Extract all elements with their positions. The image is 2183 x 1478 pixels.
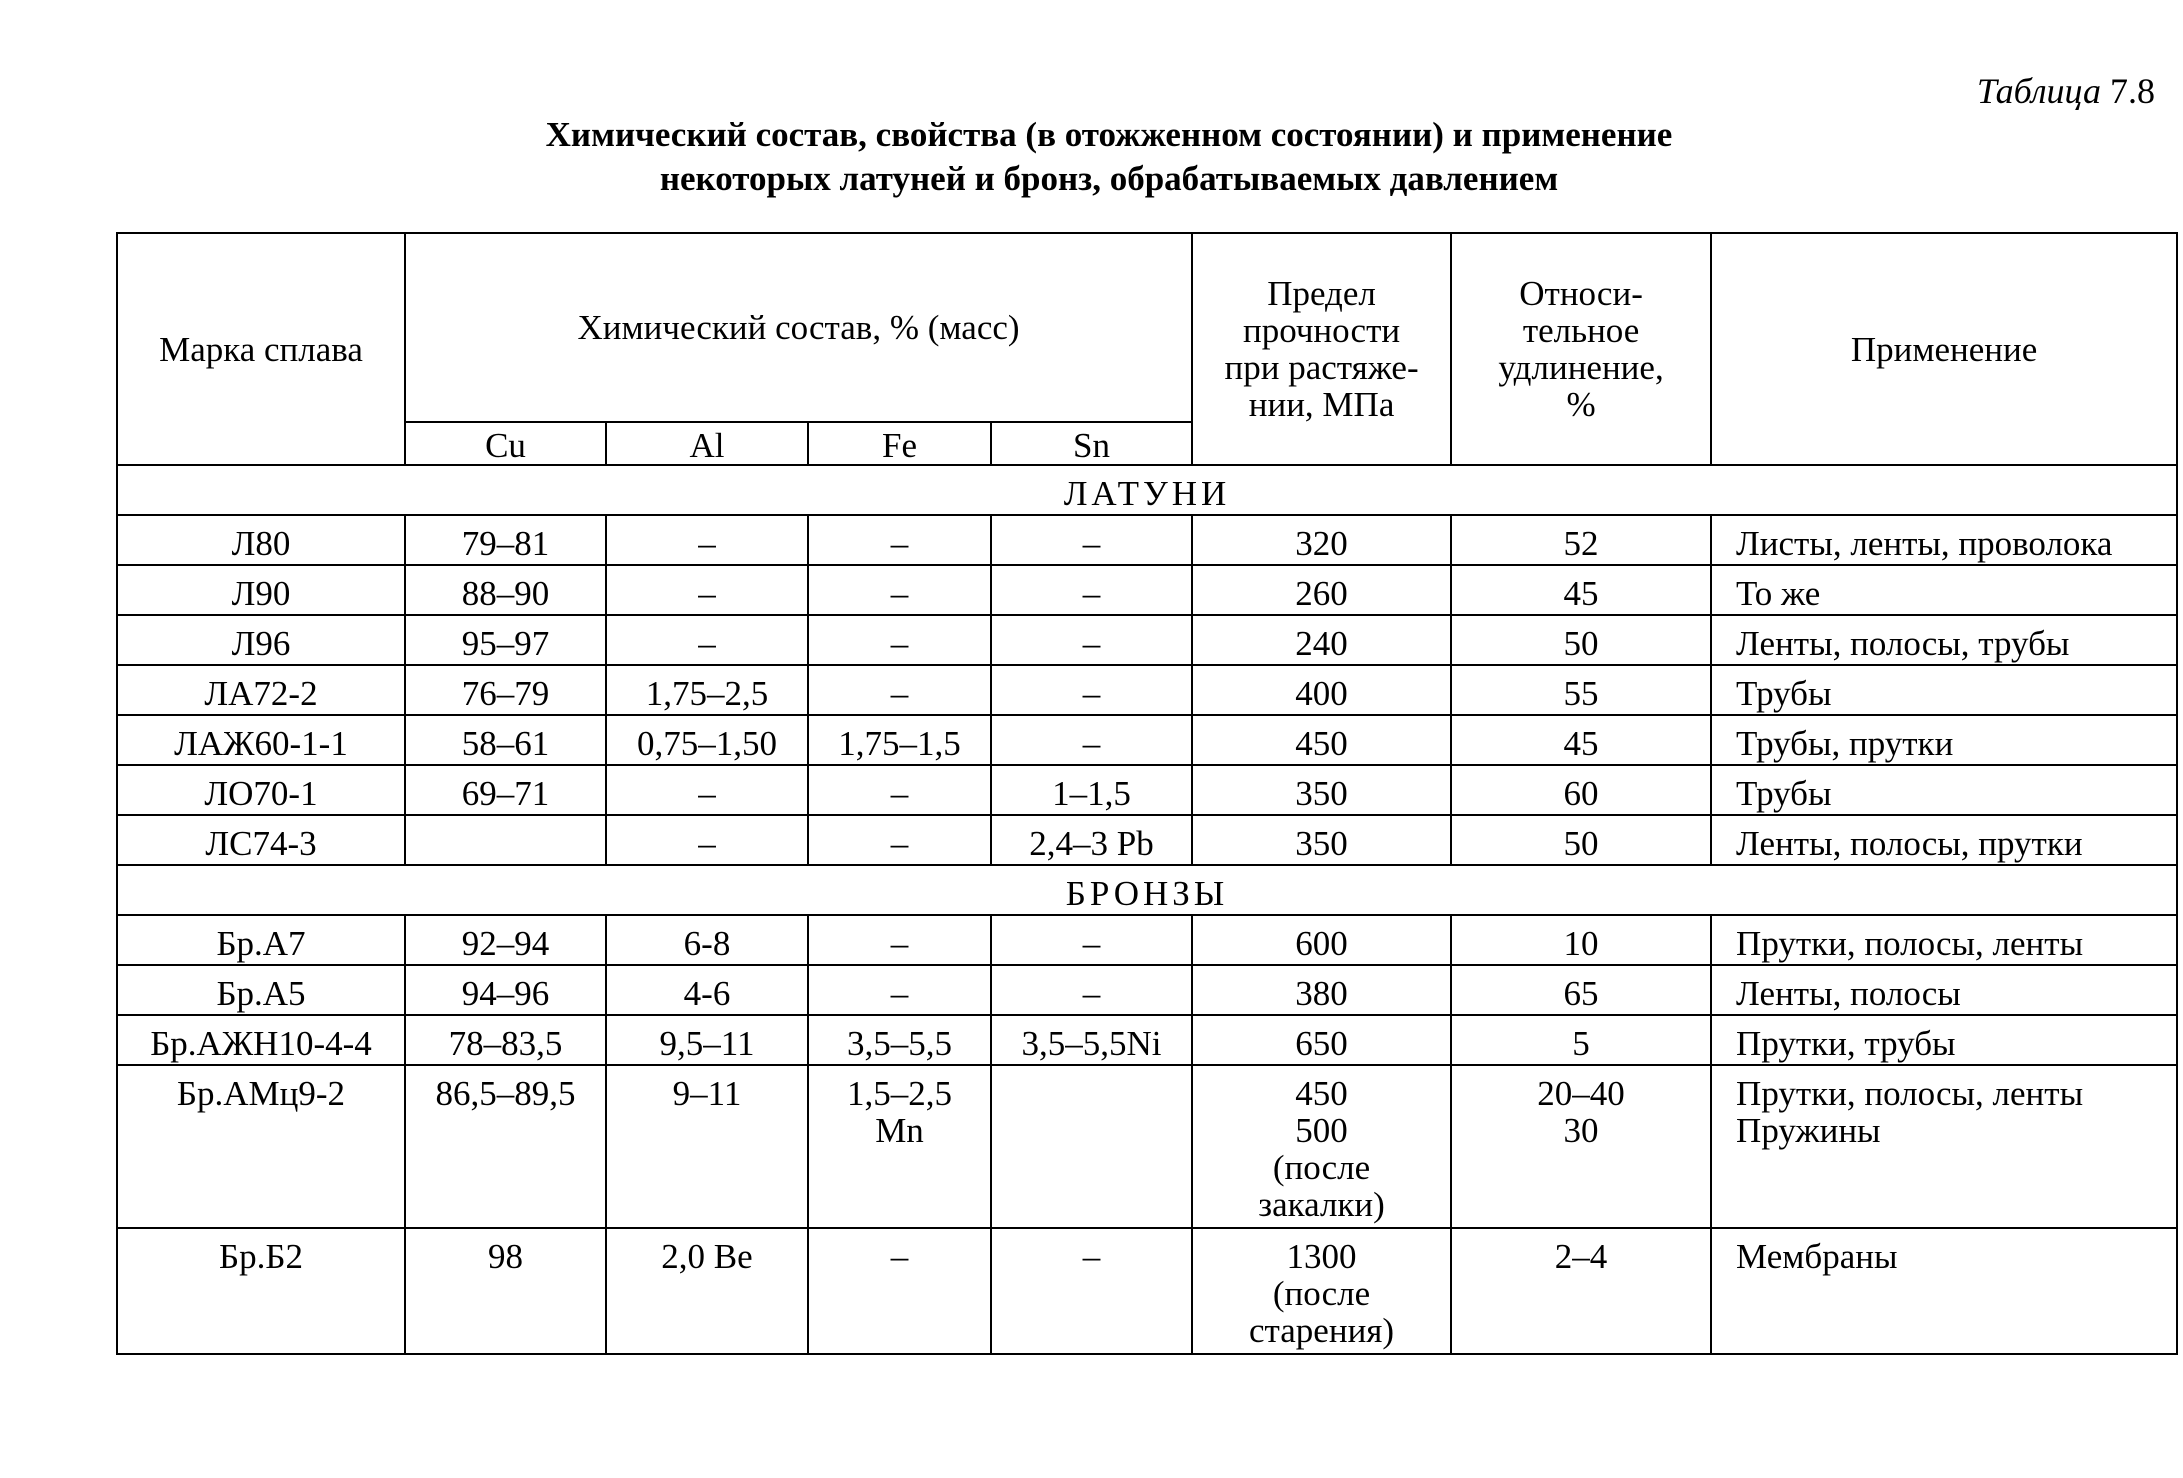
cell-elongation: 2–4 bbox=[1451, 1228, 1711, 1354]
cell-application: Трубы bbox=[1711, 665, 2177, 715]
cell-fe: – bbox=[808, 515, 991, 565]
cell-application: Ленты, полосы, прутки bbox=[1711, 815, 2177, 865]
cell-cu: 76–79 bbox=[405, 665, 606, 715]
cell-strength: 240 bbox=[1192, 615, 1451, 665]
cell-cu: 88–90 bbox=[405, 565, 606, 615]
cell-al: – bbox=[606, 515, 808, 565]
cell-sn: – bbox=[991, 965, 1192, 1015]
header-strength-line: нии, МПа bbox=[1248, 385, 1395, 424]
cell-application-line: Пружины bbox=[1736, 1111, 1881, 1150]
table-row bbox=[117, 715, 2177, 765]
cell-sn: 1–1,5 bbox=[991, 765, 1192, 815]
cell-sn: – bbox=[991, 1228, 1192, 1354]
cell-elongation: 10 bbox=[1451, 915, 1711, 965]
cell-grade: Бр.А5 bbox=[117, 965, 405, 1015]
cell-al: – bbox=[606, 615, 808, 665]
section-title-brass: ЛАТУНИ bbox=[117, 465, 2177, 515]
cell-sn bbox=[991, 1065, 1192, 1228]
cell-elongation: 5 bbox=[1451, 1015, 1711, 1065]
header-element-al: Al bbox=[606, 422, 808, 465]
table-row bbox=[117, 915, 2177, 965]
header-row-main bbox=[117, 233, 2177, 422]
cell-elongation: 60 bbox=[1451, 765, 1711, 815]
header-elongation-line: Относи- bbox=[1519, 274, 1643, 313]
header-elongation-line: тельное bbox=[1522, 311, 1640, 350]
cell-fe-line: Mn bbox=[875, 1111, 924, 1150]
cell-cu: 98 bbox=[405, 1228, 606, 1354]
cell-al: 9,5–11 bbox=[606, 1015, 808, 1065]
cell-application: Ленты, полосы, трубы bbox=[1711, 615, 2177, 665]
caption-line-2: некоторых латуней и бронз, обрабатываемых давлением bbox=[659, 159, 1559, 198]
cell-al: 0,75–1,50 bbox=[606, 715, 808, 765]
header-element-fe: Fe bbox=[808, 422, 991, 465]
table-row bbox=[117, 765, 2177, 815]
cell-strength-line: 450 bbox=[1295, 1074, 1348, 1113]
cell-fe: – bbox=[808, 965, 991, 1015]
header-strength-line: прочности bbox=[1243, 311, 1401, 350]
cell-application: Листы, ленты, проволока bbox=[1711, 515, 2177, 565]
cell-sn: – bbox=[991, 915, 1192, 965]
header-application: Применение bbox=[1711, 233, 2177, 465]
cell-strength: 400 bbox=[1192, 665, 1451, 715]
cell-fe: – bbox=[808, 1228, 991, 1354]
cell-fe: – bbox=[808, 765, 991, 815]
cell-grade: Бр.Б2 bbox=[117, 1228, 405, 1354]
header-elongation bbox=[1451, 233, 1711, 465]
cell-grade: Л80 bbox=[117, 515, 405, 565]
cell-strength-line: старения) bbox=[1249, 1311, 1395, 1350]
table-row bbox=[117, 815, 2177, 865]
cell-sn: – bbox=[991, 715, 1192, 765]
table-label-word: Таблица bbox=[1976, 71, 2101, 111]
cell-al: 2,0 Be bbox=[606, 1228, 808, 1354]
cell-cu: 79–81 bbox=[405, 515, 606, 565]
section-row-brass bbox=[117, 465, 2177, 515]
header-strength bbox=[1192, 233, 1451, 465]
cell-sn: 2,4–3 Pb bbox=[991, 815, 1192, 865]
cell-grade: ЛО70-1 bbox=[117, 765, 405, 815]
header-elongation-line: удлинение, bbox=[1498, 348, 1664, 387]
cell-al: 4-6 bbox=[606, 965, 808, 1015]
cell-application: То же bbox=[1711, 565, 2177, 615]
cell-fe: – bbox=[808, 615, 991, 665]
cell-application: Прутки, трубы bbox=[1711, 1015, 2177, 1065]
cell-al: 9–11 bbox=[606, 1065, 808, 1228]
cell-application: Ленты, полосы bbox=[1711, 965, 2177, 1015]
cell-elongation: 50 bbox=[1451, 615, 1711, 665]
cell-fe: 3,5–5,5 bbox=[808, 1015, 991, 1065]
cell-strength: 320 bbox=[1192, 515, 1451, 565]
cell-strength: 260 bbox=[1192, 565, 1451, 615]
cell-application: Трубы bbox=[1711, 765, 2177, 815]
header-element-cu: Cu bbox=[405, 422, 606, 465]
cell-grade: ЛАЖ60-1-1 bbox=[117, 715, 405, 765]
cell-application: Мембраны bbox=[1711, 1228, 2177, 1354]
cell-fe: – bbox=[808, 565, 991, 615]
section-row-bronze bbox=[117, 865, 2177, 915]
cell-grade: Л90 bbox=[117, 565, 405, 615]
cell-fe: – bbox=[808, 815, 991, 865]
section-title-bronze: БРОНЗЫ bbox=[117, 865, 2177, 915]
cell-strength-line: (после bbox=[1272, 1274, 1371, 1313]
header-composition: Химический состав, % (масс) bbox=[405, 233, 1192, 422]
cell-strength-line: закалки) bbox=[1258, 1185, 1385, 1224]
cell-sn: – bbox=[991, 515, 1192, 565]
cell-cu: 78–83,5 bbox=[405, 1015, 606, 1065]
header-strength-line: Предел bbox=[1267, 274, 1376, 313]
table-row bbox=[117, 665, 2177, 715]
header-grade: Марка сплава bbox=[117, 233, 405, 465]
table-row bbox=[117, 565, 2177, 615]
header-elongation-line: % bbox=[1566, 385, 1596, 424]
cell-cu: 58–61 bbox=[405, 715, 606, 765]
cell-strength: 350 bbox=[1192, 765, 1451, 815]
table-row bbox=[117, 615, 2177, 665]
caption-line-1: Химический состав, свойства (в отожженном состоянии) и применение bbox=[545, 115, 1673, 154]
cell-al: – bbox=[606, 815, 808, 865]
cell-grade: Бр.А7 bbox=[117, 915, 405, 965]
cell-strength: 450 bbox=[1192, 715, 1451, 765]
cell-grade: Бр.АЖН10-4-4 bbox=[117, 1015, 405, 1065]
cell-al: – bbox=[606, 765, 808, 815]
cell-cu bbox=[405, 815, 606, 865]
table-row bbox=[117, 965, 2177, 1015]
cell-strength: 380 bbox=[1192, 965, 1451, 1015]
cell-strength bbox=[1192, 1065, 1451, 1228]
cell-elongation: 45 bbox=[1451, 715, 1711, 765]
cell-elongation-line: 30 bbox=[1563, 1111, 1599, 1150]
cell-elongation: 52 bbox=[1451, 515, 1711, 565]
cell-application: Трубы, прутки bbox=[1711, 715, 2177, 765]
alloy-table bbox=[116, 232, 2178, 1355]
cell-cu: 86,5–89,5 bbox=[405, 1065, 606, 1228]
cell-strength: 650 bbox=[1192, 1015, 1451, 1065]
cell-fe: 1,75–1,5 bbox=[808, 715, 991, 765]
cell-elongation: 65 bbox=[1451, 965, 1711, 1015]
cell-cu: 95–97 bbox=[405, 615, 606, 665]
cell-fe: – bbox=[808, 665, 991, 715]
cell-grade: ЛС74-3 bbox=[117, 815, 405, 865]
table-row bbox=[117, 1065, 2177, 1228]
cell-elongation bbox=[1451, 1065, 1711, 1228]
cell-application-line: Прутки, полосы, ленты bbox=[1736, 1074, 2084, 1113]
table-label-number: 7.8 bbox=[2110, 71, 2155, 111]
cell-al: 6-8 bbox=[606, 915, 808, 965]
cell-cu: 92–94 bbox=[405, 915, 606, 965]
header-element-sn: Sn bbox=[991, 422, 1192, 465]
header-strength-line: при растяже- bbox=[1224, 348, 1419, 387]
cell-cu: 69–71 bbox=[405, 765, 606, 815]
cell-elongation-line: 20–40 bbox=[1537, 1074, 1625, 1113]
cell-strength-line: 1300 bbox=[1286, 1237, 1357, 1276]
table-row bbox=[117, 1228, 2177, 1354]
cell-al: – bbox=[606, 565, 808, 615]
table-row bbox=[117, 1015, 2177, 1065]
cell-elongation: 55 bbox=[1451, 665, 1711, 715]
cell-sn: – bbox=[991, 665, 1192, 715]
cell-elongation: 45 bbox=[1451, 565, 1711, 615]
cell-application bbox=[1711, 1065, 2177, 1228]
cell-sn: 3,5–5,5Ni bbox=[991, 1015, 1192, 1065]
cell-sn: – bbox=[991, 565, 1192, 615]
cell-strength: 600 bbox=[1192, 915, 1451, 965]
table-row bbox=[117, 515, 2177, 565]
cell-fe bbox=[808, 1065, 991, 1228]
table-number-label bbox=[1977, 70, 2155, 112]
cell-al: 1,75–2,5 bbox=[606, 665, 808, 715]
cell-sn: – bbox=[991, 615, 1192, 665]
cell-strength-line: 500 bbox=[1295, 1111, 1348, 1150]
cell-strength: 350 bbox=[1192, 815, 1451, 865]
cell-cu: 94–96 bbox=[405, 965, 606, 1015]
table-caption bbox=[0, 113, 2183, 201]
cell-strength-line: (после bbox=[1272, 1148, 1371, 1187]
cell-fe: – bbox=[808, 915, 991, 965]
cell-application: Прутки, полосы, ленты bbox=[1711, 915, 2177, 965]
cell-grade: Л96 bbox=[117, 615, 405, 665]
cell-elongation: 50 bbox=[1451, 815, 1711, 865]
cell-fe-line: 1,5–2,5 bbox=[847, 1074, 952, 1113]
cell-grade: Бр.АМц9-2 bbox=[117, 1065, 405, 1228]
cell-grade: ЛА72-2 bbox=[117, 665, 405, 715]
cell-strength bbox=[1192, 1228, 1451, 1354]
